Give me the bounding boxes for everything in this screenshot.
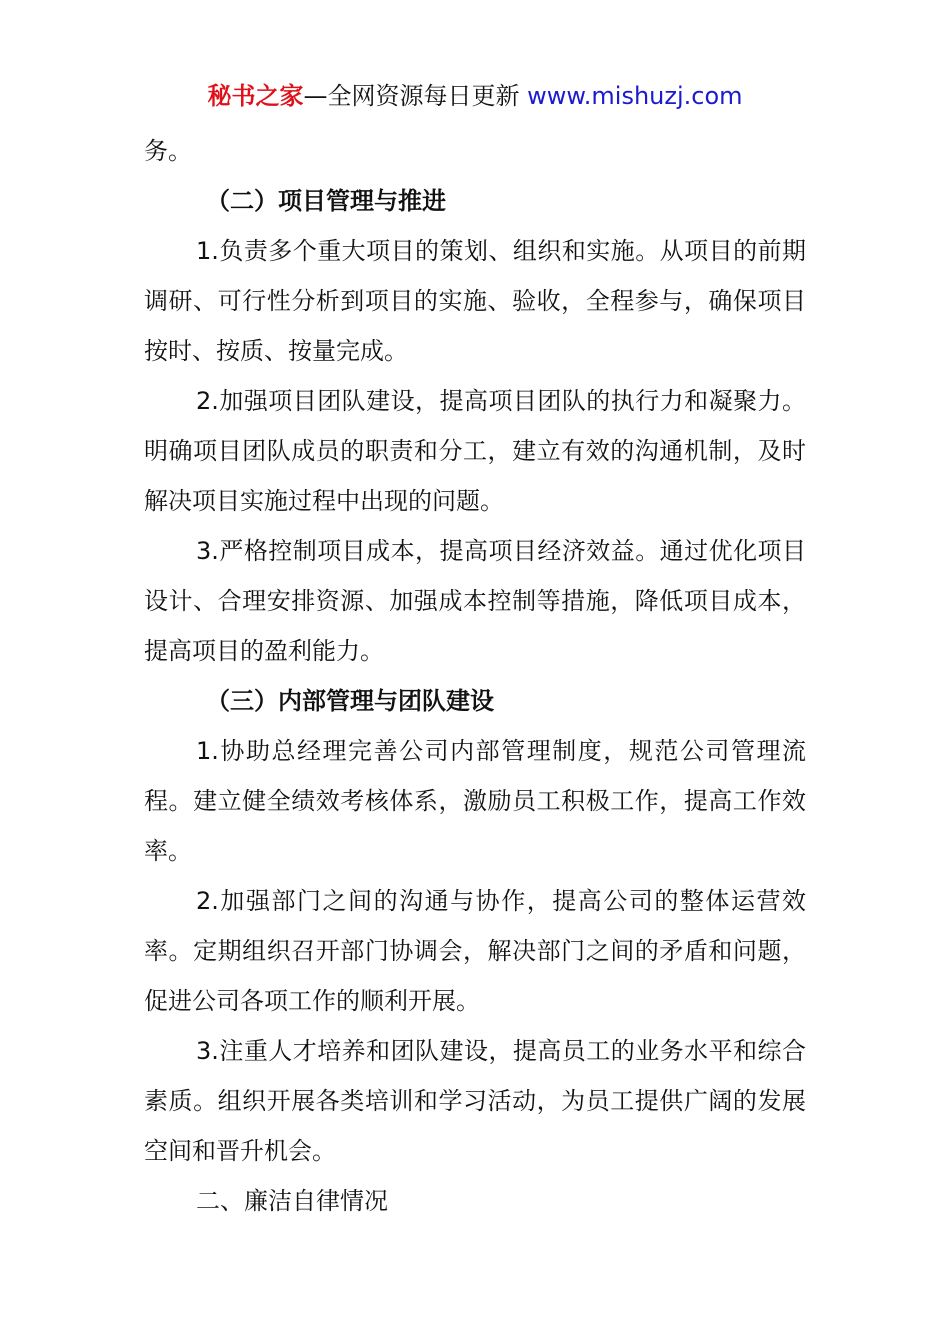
site-tagline: —全网资源每日更新 bbox=[303, 82, 520, 110]
section-heading-internal-management: （三）内部管理与团队建设 bbox=[206, 687, 494, 715]
section-heading-project-management: （二）项目管理与推进 bbox=[206, 187, 446, 215]
site-url-link[interactable]: www.mishuzj.com bbox=[527, 82, 743, 110]
site-header bbox=[0, 78, 950, 114]
paragraph: 2.加强部门之间的沟通与协作，提高公司的整体运营效率。定期组织召开部门协调会，解决部门之间的矛盾和问题，促进公司各项工作的顺利开展。 bbox=[144, 887, 806, 1015]
site-brand: 秘书之家 bbox=[207, 82, 304, 110]
document-body bbox=[144, 126, 806, 1226]
paragraph-continuation: 务。 bbox=[144, 137, 192, 165]
paragraph: 1.协助总经理完善公司内部管理制度，规范公司管理流程。建立健全绩效考核体系，激励员工积极工作，提高工作效率。 bbox=[144, 737, 806, 865]
paragraph: 3.严格控制项目成本，提高项目经济效益。通过优化项目设计、合理安排资源、加强成本控制等措施，降低项目成本，提高项目的盈利能力。 bbox=[144, 537, 806, 665]
paragraph: 2.加强项目团队建设，提高项目团队的执行力和凝聚力。明确项目团队成员的职责和分工，建立有效的沟通机制，及时解决项目实施过程中出现的问题。 bbox=[144, 387, 806, 515]
section-heading-integrity: 二、廉洁自律情况 bbox=[196, 1187, 388, 1215]
paragraph: 1.负责多个重大项目的策划、组织和实施。从项目的前期调研、可行性分析到项目的实施、验收，全程参与，确保项目按时、按质、按量完成。 bbox=[144, 237, 806, 365]
paragraph: 3.注重人才培养和团队建设，提高员工的业务水平和综合素质。组织开展各类培训和学习活动，为员工提供广阔的发展空间和晋升机会。 bbox=[144, 1037, 806, 1165]
